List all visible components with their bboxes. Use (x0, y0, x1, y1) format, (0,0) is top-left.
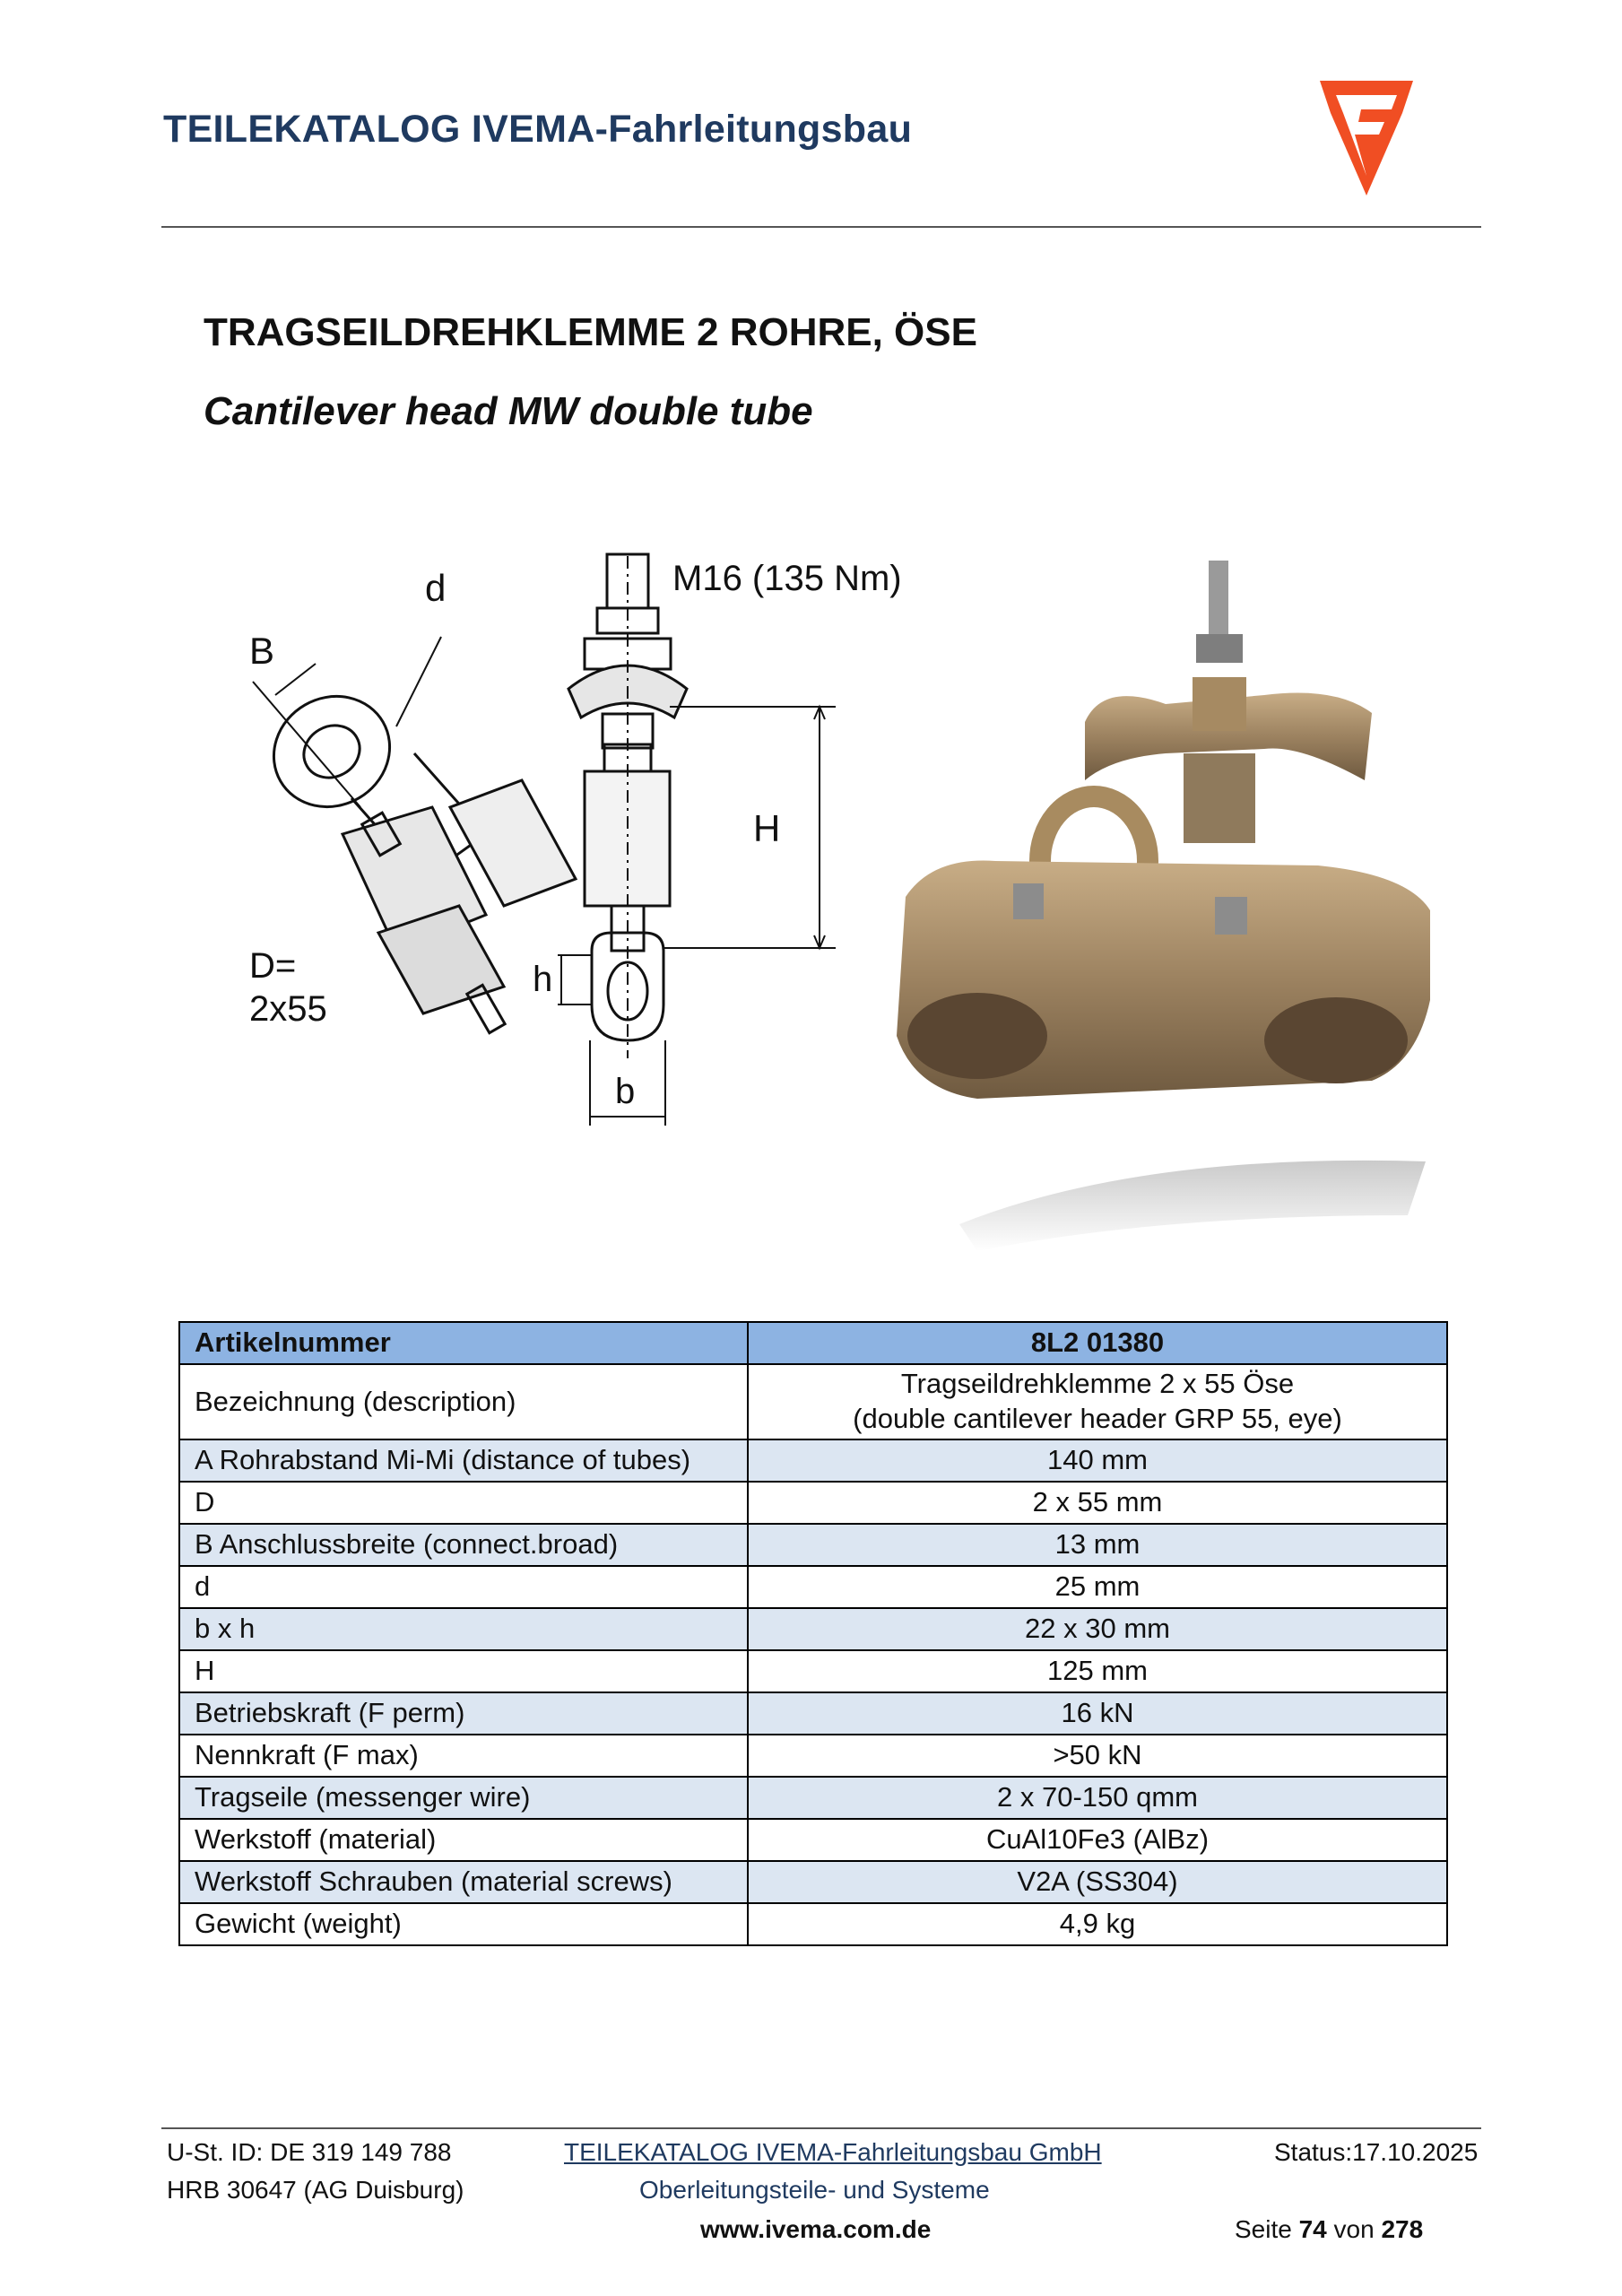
drawing-label-H: H (753, 807, 781, 849)
drawing-label-D: D= (249, 946, 297, 986)
table-row (179, 1735, 1447, 1777)
product-title: TRAGSEILDREHKLEMME 2 ROHRE, ÖSE (204, 310, 977, 354)
row-label: Bezeichnung (description) (179, 1364, 748, 1439)
page-prefix: Seite (1235, 2215, 1292, 2243)
row-label: H (179, 1650, 748, 1692)
row-value: 13 mm (748, 1524, 1447, 1566)
row-value: V2A (SS304) (748, 1861, 1447, 1903)
table-row (179, 1524, 1447, 1566)
row-label: b x h (179, 1608, 748, 1650)
row-label: D (179, 1482, 748, 1524)
row-label: Gewicht (weight) (179, 1903, 748, 1945)
catalog-title: TEILEKATALOG IVEMA-Fahrleitungsbau (163, 108, 913, 151)
footer-systems: Oberleitungsteile- und Systeme (639, 2176, 990, 2204)
table-row (179, 1566, 1447, 1608)
drawing-label-d: d (425, 567, 447, 609)
table-row (179, 1608, 1447, 1650)
table-row (179, 1650, 1447, 1692)
drawing-label-thread: M16 (135 Nm) (672, 559, 902, 598)
footer-status: Status:17.10.2025 (1274, 2138, 1479, 2166)
row-label: d (179, 1566, 748, 1608)
product-photo (870, 534, 1453, 1269)
row-label: B Anschlussbreite (connect.broad) (179, 1524, 748, 1566)
table-row (179, 1692, 1447, 1735)
drawing-label-h: h (533, 960, 553, 999)
row-value-line2: (double cantilever header GRP 55, eye) (853, 1403, 1342, 1434)
technical-drawing (217, 538, 902, 1139)
row-value (748, 1364, 1447, 1439)
row-label: Werkstoff (material) (179, 1819, 748, 1861)
drawing-label-b: b (615, 1072, 636, 1111)
row-value: 2 x 55 mm (748, 1482, 1447, 1524)
row-value: 125 mm (748, 1650, 1447, 1692)
row-label: Werkstoff Schrauben (material screws) (179, 1861, 748, 1903)
row-value: 4,9 kg (748, 1903, 1447, 1945)
ivema-f-logo-icon (1314, 77, 1418, 199)
row-label: Nennkraft (F max) (179, 1735, 748, 1777)
row-value: 2 x 70-150 qmm (748, 1777, 1447, 1819)
product-subtitle: Cantilever head MW double tube (204, 389, 813, 433)
footer-website[interactable]: www.ivema.com.de (700, 2215, 932, 2243)
row-value-line1: Tragseildrehklemme 2 x 55 Öse (900, 1368, 1295, 1400)
row-value: >50 kN (748, 1735, 1447, 1777)
row-value: CuAl10Fe3 (AlBz) (748, 1819, 1447, 1861)
page-total: 278 (1381, 2215, 1424, 2243)
drawing-label-D-value: 2x55 (249, 989, 327, 1029)
row-label: Betriebskraft (F perm) (179, 1692, 748, 1735)
table-row (179, 1819, 1447, 1861)
table-header-row (179, 1322, 1447, 1364)
spec-table (178, 1321, 1448, 1946)
row-value: 22 x 30 mm (748, 1608, 1447, 1650)
page-of: von (1333, 2215, 1375, 2243)
table-row (179, 1482, 1447, 1524)
row-value: 25 mm (748, 1566, 1447, 1608)
footer-divider (161, 2127, 1481, 2129)
row-label: A Rohrabstand Mi-Mi (distance of tubes) (179, 1439, 748, 1482)
table-row (179, 1777, 1447, 1819)
footer-company-link[interactable]: TEILEKATALOG IVEMA-Fahrleitungsbau GmbH (564, 2138, 1102, 2166)
drawing-label-B: B (249, 630, 275, 672)
row-label: Tragseile (messenger wire) (179, 1777, 748, 1819)
page-current: 74 (1298, 2215, 1327, 2243)
footer-page-number (1235, 2215, 1423, 2244)
table-row (179, 1861, 1447, 1903)
row-value: 140 mm (748, 1439, 1447, 1482)
table-header-label: Artikelnummer (179, 1322, 748, 1364)
table-row (179, 1903, 1447, 1945)
table-row (179, 1439, 1447, 1482)
row-value: 16 kN (748, 1692, 1447, 1735)
table-row (179, 1364, 1447, 1439)
footer-vat-id: U-St. ID: DE 319 149 788 (167, 2138, 452, 2166)
header-divider (161, 226, 1481, 228)
footer-register: HRB 30647 (AG Duisburg) (167, 2176, 464, 2204)
table-header-value: 8L2 01380 (748, 1322, 1447, 1364)
